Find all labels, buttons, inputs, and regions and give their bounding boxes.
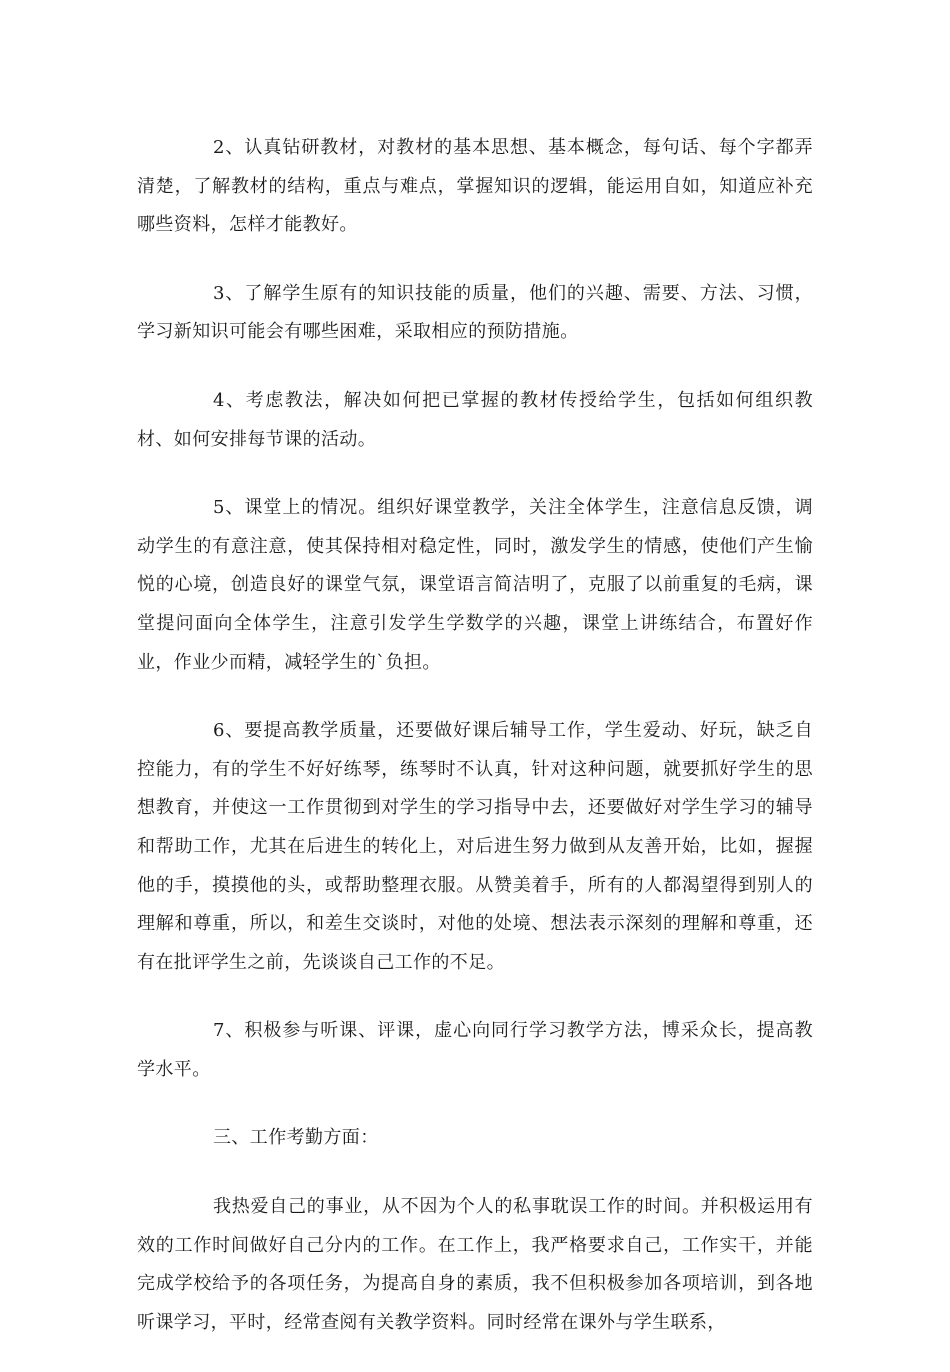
paragraph-item-2: 2、认真钻研教材，对教材的基本思想、基本概念，每句话、每个字都弄清楚，了解教材的结构，重点与难点，掌握知识的逻辑，能运用自如，知道应补充哪些资料，怎样才能教好。 [137,137,813,236]
paragraph-item-5: 5、课堂上的情况。组织好课堂教学，关注全体学生，注意信息反馈，调动学生的有意注意，使其保持相对稳定性，同时，激发学生的情感，使他们产生愉悦的心境，创造良好的课堂气氛，课堂语言简洁明了，克服了以前重复的毛病，课堂提问面向全体学生，注意引发学生学数学的兴趣，课堂上讲练结合，布置好作业，作业少而精，减轻学生的`负担。 [137,497,813,673]
section-heading-attendance: 三、工作考勤方面： [213,1127,379,1149]
document-body [137,129,813,1372]
paragraph-item-6: 6、要提高教学质量，还要做好课后辅导工作，学生爱动、好玩，缺乏自控能力，有的学生不好好练琴，练琴时不认真，针对这种问题，就要抓好学生的思想教育，并使这一工作贯彻到对学生的学习指导中去，还要做好对学生学习的辅导和帮助工作，尤其在后进生的转化上，对后进生努力做到从友善开始，比如，握握他的手，摸摸他的头，或帮助整理衣服。从赞美着手，所有的人都渴望得到别人的理解和尊重，所以，和差生交谈时，对他的处境、想法表示深刻的理解和尊重，还有在批评学生之前，先谈谈自己工作的不足。 [137,720,813,973]
paragraph-item-3: 3、了解学生原有的知识技能的质量，他们的兴趣、需要、方法、习惯，学习新知识可能会有哪些困难，采取相应的预防措施。 [137,282,813,343]
paragraph-item-7: 7、积极参与听课、评课，虚心向同行学习教学方法，博采众长，提高教学水平。 [137,1020,813,1080]
paragraph-attendance: 我热爱自己的事业，从不因为个人的私事耽误工作的时间。并积极运用有效的工作时间做好自己分内的工作。在工作上，我严格要求自己，工作实干，并能完成学校给予的各项任务，为提高自身的素质，我不但积极参加各项培训，到各地听课学习，平时，经常查阅有关教学资料。同时经常在课外与学生联系， [137,1196,813,1333]
paragraph-item-4: 4、考虑教法，解决如何把已掌握的教材传授给学生，包括如何组织教材、如何安排每节课的活动。 [137,389,813,450]
